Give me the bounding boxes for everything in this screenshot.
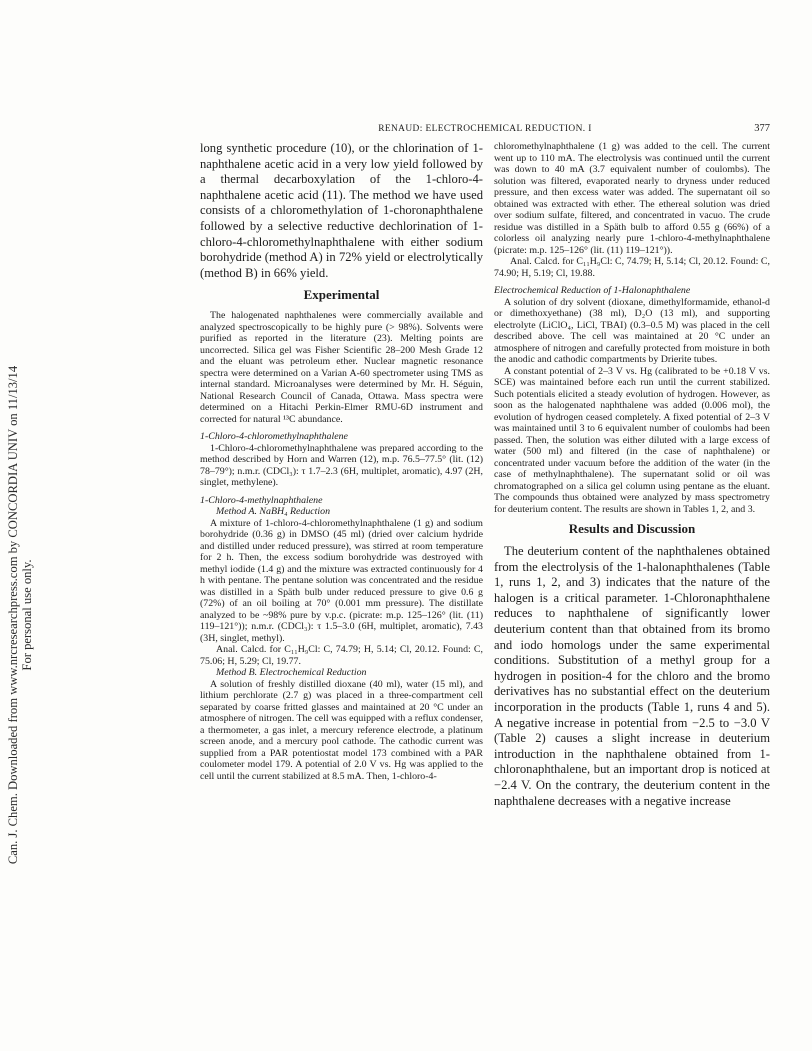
subsection-title-chloromethylnaphthalene: 1-Chloro-4-chloromethylnaphthalene [200, 431, 348, 443]
subsection-title-methylnaphthalene: 1-Chloro-4-methylnaphthalene [200, 494, 323, 506]
halonaphthalene-paragraph-1: A solution of dry solvent (dioxane, dimethylformamide, ethanol-d or dimethoxyethane) (38 ml), D₂O (13 ml), and supporting electrolyte (LiClO₄, LiCl, TBAI) (0.3–0.5 M) was placed in the cell described above. The cell was maintained at 20 °C under an atmosphere of nitrogen and carefully protected from moisture in both the anodic and cathodic compartments by Drierite tubes. [494, 296, 770, 365]
results-heading: Results and Discussion [568, 521, 696, 536]
method-a-body: A mixture of 1-chloro-4-chloromethylnaphthalene (1 g) and sodium borohydride (0.36 g) in DMSO (45 ml) (dried over calcium hydride and distilled under reduced pressure), was stirred at room temperature for 2 h. Then, the excess sodium borohydride was destroyed with methyl iodide (1.4 g) and the mixture was extracted continuously for 4 h with pentane. The pentane solution was concentrated and the residue was distilled in a Späth bulb under reduced pressure to give 0.6 g (72%) of an oil boiling at 70° (0.001 mm pressure). The distillate analyzed to be ~98% pure by v.p.c. (picrate: m.p. 125–126° (lit. (11) 119–121°)); n.m.r. (CDCl₃): τ 1.5–3.0 (6H, multiplet, aromatic), 7.43 (3H, singlet, methyl). [200, 517, 483, 644]
right-column [494, 141, 770, 809]
page-number: 377 [754, 123, 770, 134]
page-header [200, 122, 770, 138]
download-notice-sidebar [0, 0, 40, 1051]
running-head: RENAUD: ELECTROCHEMICAL REDUCTION. I [378, 124, 592, 134]
intro-paragraph: long synthetic procedure (10), or the chlorination of 1-naphthalene acetic acid in a very low yield followed by a thermal decarboxylation of the 1-chloro-4-naphthalene acetic acid (11). The method we have used consists of a chloromethylation of 1-choronaphthalene followed by a selective reductive dechlorination of 1-chloro-4-chloromethylnaphthalene with either sodium borohydride (method A) in 72% yield or electrolytically (method B) in 66% yield. [200, 141, 483, 280]
method-b-analysis: Anal. Calcd. for C₁₁H₉Cl: C, 74.79; H, 5.14; Cl, 20.12. Found: C, 74.90; H, 5.19; Cl, 19.88. [494, 256, 770, 279]
download-notice [6, 366, 34, 864]
method-b-continuation: chloromethylnaphthalene (1 g) was added to the cell. The current went up to 110 mA. The electrolysis was continued until the current was down to 40 mA (3.7 equivalent number of coulombs). The solution was filtered, evaporated nearly to dryness under reduced pressure, and then excess water was added. The supernatant oil so obtained was extracted with ether. The ethereal solution was dried over sodium sulfate, filtered, and concentrated in vacuo. The crude residue was distilled in a Späth bulb to afford 0.55 g (66%) of a colorless oil analyzing nearly pure 1-chloro-4-methylnaphthalene (picrate: m.p. 125–126° (lit. (11) 119–121°)). [494, 141, 770, 256]
subsection-body-chloromethylnaphthalene: 1-Chloro-4-chloromethylnaphthalene was prepared according to the method described by Horn and Warren (12), m.p. 76.5–77.5° (lit. (12) 78–79°); n.m.r. (CDCl₃): τ 1.7–2.3 (6H, multiplet, aromatic), 4.97 (2H, singlet, methylene). [200, 442, 483, 489]
left-column [200, 141, 483, 782]
method-b-title: Method B. Electrochemical Reduction [216, 667, 367, 679]
download-notice-line-2: For personal use only. [20, 559, 34, 671]
subsection-title-halonaphthalene: Electrochemical Reduction of 1-Halonaphthalene [494, 285, 691, 296]
method-a-analysis: Anal. Calcd. for C₁₁H₉Cl: C, 74.79; H, 5.14; Cl, 20.12. Found: C, 75.06; H, 5.29; Cl, 19.77. [200, 644, 483, 667]
experimental-paragraph: The halogenated naphthalenes were commercially available and analyzed spectroscopically to be highly pure (> 98%). Solvents were purified as reported in the literature (23). Melting points are uncorrected. Silica gel was Fisher Scientific 28–200 Mesh Grade 12 and the eluant was petroleum ether. Nuclear magnetic resonance spectra were determined on a Varian A-60 spectrometer using TMS as internal standard. Microanalyses were determined by Mr. H. Séguin, National Research Council of Canada, Ottawa. Mass spectra were determined on a Hitachi Perkin-Elmer RMU-6D instrument and corrected for natural ¹³C abundance. [200, 310, 483, 425]
download-notice-line-1: Can. J. Chem. Downloaded from www.nrcresearchpress.com by CONCORDIA UNIV on 11/13/14 [6, 365, 20, 865]
method-b-body: A solution of freshly distilled dioxane (40 ml), water (15 ml), and lithium perchlorate (2.7 g) was placed in a three-compartment cell separated by coarse fritted glasses and maintained at 20 °C under an atmosphere of nitrogen. The cell was equipped with a reflux condenser, a thermometer, a gas inlet, a mercury reference electrode, a platinum screen anode, and a mercury pool cathode. The cathodic current was supplied from a PAR potentiostat model 173 combined with a PAR coulometer model 179. A potential of 2.0 V vs. Hg was applied to the cell until the current stabilized at 8.5 mA. Then, 1-chloro-4- [200, 678, 483, 782]
results-paragraph: The deuterium content of the naphthalenes obtained from the electrolysis of the 1-halonaphthalenes (Table 1, runs 1, 2, and 3) indicates that the nature of the halogen is a critical parameter. 1-Chloronaphthalene reduces to naphthalene of significantly lower deuterium content than that obtained from its bromo and iodo homologs under the same experimental conditions. Substitution of a methyl group for a hydrogen in position-4 for the chloro and the bromo derivatives has no substantial effect on the deuterium incorporation in the products (Table 1, runs 4 and 5). A negative increase in potential from −2.5 to −3.0 V (Table 2) causes a slight increase in deuterium introduction in the naphthalene obtained from 1-chloronaphthalene, but an important drop is noticed at −2.4 V. On the contrary, the deuterium content in the naphthalene decreases with a negative increase [494, 544, 770, 808]
halonaphthalene-paragraph-2: A constant potential of 2–3 V vs. Hg (calibrated to be +0.18 V vs. SCE) was maintained before each run until the current stabilized. Such potentials elicited a steady evolution of hydrogen. However, as soon as the halogenated naphthalene was added (0.006 mol), the evolution of hydrogen ceased completely. A fixed potential of 2–3 V was maintained until 3 to 6 equivalent number of coulombs had been passed. Then, the solution was either diluted with a large excess of water (500 ml) and filtered (in the case of naphthalene) or concentrated under vacuum before the addition of the water (in the case of methylnaphthalene). The supernatant solid or oil was chromatographed on a silica gel column using pentane as the eluant. The compounds thus obtained were analyzed by mass spectrometry for deuterium content. The results are shown in Tables 1, 2, and 3. [494, 365, 770, 515]
method-a-title: Method A. NaBH₄ Reduction [216, 506, 331, 518]
experimental-heading: Experimental [303, 287, 380, 303]
